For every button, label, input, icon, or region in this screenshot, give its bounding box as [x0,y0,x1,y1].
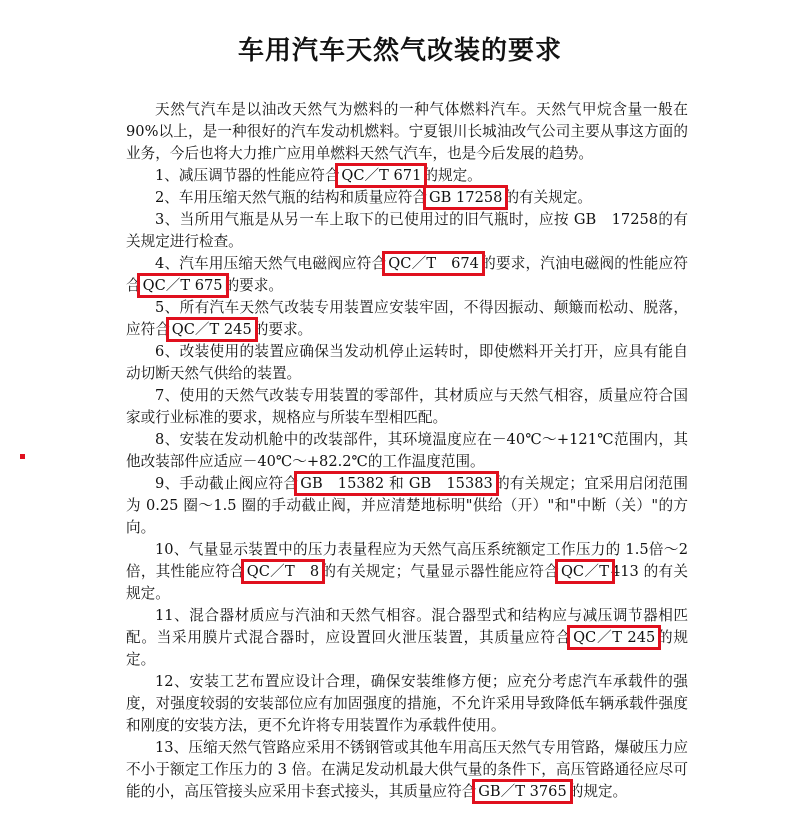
highlighted-standard: QC／T 671 [341,167,422,184]
requirement-text: 6、改装使用的装置应确保当发动机停止运转时，即使燃料开关打开，应具有能自动切断天然气供给的装置。 [126,343,688,382]
document-title: 车用汽车天然气改装的要求 [237,36,562,66]
requirement-text: 的规定。 [423,167,482,184]
requirement-text: 11、混合器材质应与汽油和天然气相容。混合器型式和结构应与减压调节器相匹配。当采用膜片式混合器时，应设置回火泄压装置，其质量应符合 [126,607,688,646]
requirement-item [126,737,688,803]
requirement-item [126,253,688,297]
highlighted-standard: QC／T 675 [142,277,223,294]
requirement-text: 12、安装工艺布置应设计合理，确保安装维修方便；应充分考虑汽车承载件的强度，对强度较弱的安装部位应有加固强度的措施，不允许采用导致降低车辆承载件强度和刚度的安装方法，更不允许将专用装置作为承载件使用。 [126,673,688,734]
highlighted-standard: QC／T [560,563,609,580]
requirement-text: 的有关规定。 [504,189,593,206]
requirement-text: 8、安装在发动机舱中的改装部件，其环境温度应在－40℃～+121℃范围内，其他改装部件应适应－40℃～+82.2℃的工作温度范围。 [126,431,688,470]
requirement-text: 的规定。 [568,783,628,800]
requirement-item [126,187,688,209]
requirement-text: 的规定。 [126,629,688,668]
requirement-text: 的有关规定；宜采用启闭范围为 0.25 圈～1.5 圈的手动截止阀，并应清楚地标明"供给（开）"和"中断（关）"的方向。 [126,475,688,536]
requirement-text: 的有关规定；气量显示器性能应符合 [321,563,559,580]
requirement-text: 413 的有关规定。 [126,563,688,602]
requirement-text: 10、气量显示装置中的压力表量程应为天然气高压系统额定工作压力的 1.5倍～2 倍，其性能应符合 [126,541,688,580]
requirement-text: 4、汽车用压缩天然气电磁阀应符合 [155,255,387,272]
red-marker-dot [20,454,25,459]
requirement-text: 9、手动截止阀应符合 [155,475,299,492]
requirement-text: 的要求，汽油电磁阀的性能应符合 [126,255,688,294]
requirement-item [126,341,688,385]
requirement-text: 5、所有汽车天然气改装专用装置应安装牢固，不得因振动、颠簸而松动、脱落，应符合 [126,299,688,338]
requirement-text: 3、当所用气瓶是从另一车上取下的已使用过的旧气瓶时，应按 GB 17258的有关规定进行检查。 [126,211,688,250]
requirement-item [126,385,688,429]
requirement-text: 7、使用的天然气改装专用装置的零部件，其材质应与天然气相容，质量应符合国家或行业标准的要求，规格应与所装车型相匹配。 [126,387,688,426]
requirement-item [126,539,688,605]
highlighted-standard: QC／T 245 [171,321,252,338]
requirement-text: 2、车用压缩天然气瓶的结构和质量应符合 [155,189,427,206]
requirement-item [126,429,688,473]
document-body [126,99,688,803]
requirement-item [126,605,688,671]
requirements-list [126,165,688,803]
requirement-item [126,671,688,737]
highlighted-standard: QC／T 245 [573,629,656,646]
highlighted-standard: QC／T 674 [388,255,479,272]
requirement-text: 13、压缩天然气管路应采用不锈钢管或其他车用高压天然气专用管路，爆破压力应不小于额定工作压力的 3 倍。在满足发动机最大供气量的条件下，高压管路通径应尽可能的小，高压管接头应采用卡套式接头，其质量应符合 [126,739,688,800]
requirement-text: 的要求。 [253,321,313,338]
requirement-text: 1、减压调节器的性能应符合 [155,167,340,184]
highlighted-standard: QC／T 8 [246,563,320,580]
highlighted-standard: GB／T 3765 [478,783,567,800]
intro-paragraph: 天然气汽车是以油改天然气为燃料的一种气体燃料汽车。天然气甲烷含量一般在 90%以上，是一种很好的汽车发动机燃料。宁夏银川长城油改气公司主要从事这方面的业务，今后也将大力推广应用单燃料天然气汽车，也是今后发展的趋势。 [126,101,688,162]
requirement-item [126,165,688,187]
highlighted-standard: GB 17258 [428,189,503,206]
highlighted-standard: GB 15382 和 GB 15383 [300,475,493,492]
requirement-text: 的要求。 [224,277,283,294]
requirement-item [126,297,688,341]
requirement-item [126,473,688,539]
requirement-item [126,209,688,253]
